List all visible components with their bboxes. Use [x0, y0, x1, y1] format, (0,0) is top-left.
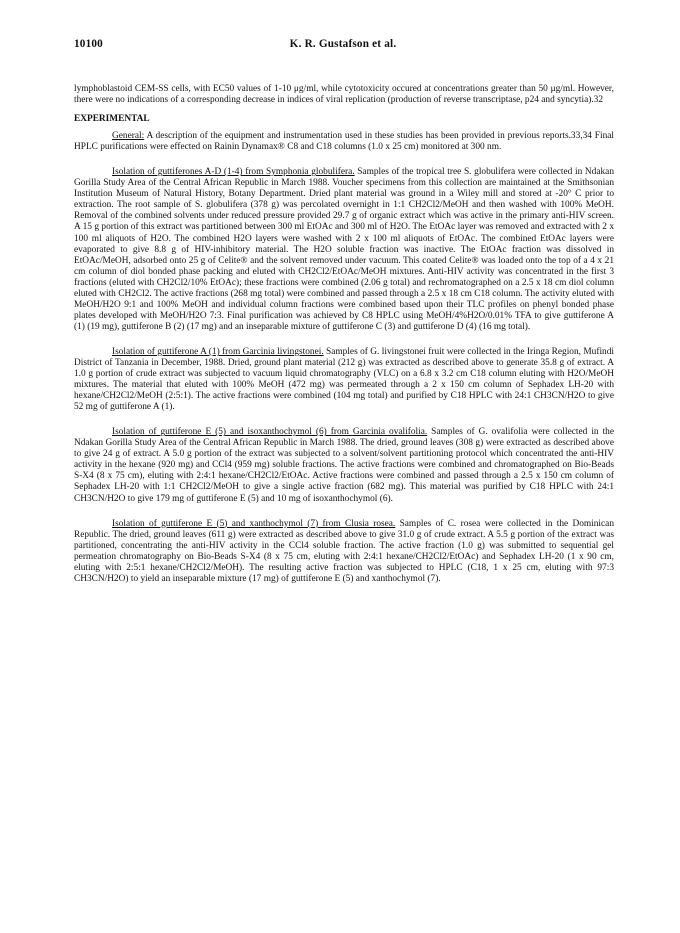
page-number: 10100 — [74, 38, 103, 50]
section-paragraph — [74, 519, 614, 585]
section-title: Isolation of guttiferone A (1) from Garcinia livingstonei. — [112, 346, 324, 357]
section-paragraph — [74, 427, 614, 504]
intro-paragraph: lymphoblastoid CEM-SS cells, with EC50 values of 1-10 μg/ml, while cytotoxicity occured at concentrations greater than 50 μg/ml. However, there were no indications of a corresponding decrease in indices of viral replication (production of reverse transcriptase, p24 and syncytia).32 — [74, 84, 614, 106]
section-text: Samples of the tropical tree S. globulifera were collected in Ndakan Gorilla Study Area of the Central African Republic in March 1988. Voucher specimens from this collection are maintained at the Smithsonian Institution Museum of Natural History, Botany Department. Dried plant material was ground in a Wiley mill and stored at -20° C prior to extraction. The root sample of S. globulifera (378 g) was percolated overnight in 1:1 CH2Cl2/MeOH and then washed with 100% MeOH. Removal of the combined solvents under reduced pressure provided 29.7 g of organic extract which was active in the primary anti-HIV screen. A 15 g portion of this extract was partitioned between 300 ml EtOAc and 300 ml of H2O. The EtOAc layer was removed and extracted with 2 x 100 ml aliquots of H2O. The combined H2O layers were washed with 2 x 100 ml aliquots of EtOAc. The combined EtOAc layers were evaporated to give 8.8 g of HIV-inhibitory material. The H2O soluble fraction was inactive. The EtOAc fraction was dissolved in EtOAc/MeOH, adsorbed onto 25 g of Celite® and the solvent removed under vacuum. This coated Celite® was loaded onto the top of a 4 x 21 cm column of diol bonded phase packing and eluted with CH2Cl2/EtOAc/MeOH mixtures. Anti-HIV activity was concentrated in the first 3 fractions (eluted with CH2Cl2/10% EtOAc); these fractions were combined (2.06 g total) and rechromatographed on a 2.5 x 18 cm diol column eluted with CH2Cl2. The active fractions (268 mg total) were combined and passed through a 2.5 x 18 cm C18 column. The activity eluted with MeOH/H2O 9:1 and 100% MeOH and individual column fractions were combined based upon their TLC profiles on phenyl bonded phase plates developed with MeOH/H2O 7:3. Final purification was achieved by C8 HPLC using MeOH/4%H2O/0.01% TFA to give guttiferone A (1) (19 mg), guttiferone B (2) (17 mg) and an inseparable mixture of guttiferone C (3) and guttiferone D (4) (16 mg total). — [74, 167, 614, 332]
article-body — [74, 84, 614, 599]
section-title: Isolation of guttiferones A-D (1-4) from Symphonia globulifera. — [112, 167, 355, 178]
section-text: Samples of G. livingstonei fruit were collected in the Iringa Region, Mufindi District of Tanzania in December, 1988. Dried, ground plant material (212 g) was extracted as described above to generate 35.8 g of extract. A 1.0 g portion of crude extract was subjected to vacuum liquid chromatography (VLC) on a 6.8 x 3.2 cm C18 column eluting with H2O/MeOH mixtures. The material that eluted with 100% MeOH (472 mg) was permeated through a 2 x 150 cm column of Sephadex LH-20 with hexane/CH2Cl2/MeOH (2:5:1). The active fractions were combined (104 mg total) and purified by C18 HPLC with 24:1 CH3CN/H2O to give 52 mg of guttiferone A (1). — [74, 346, 614, 413]
running-head: K. R. Gustafson et al. — [289, 38, 397, 50]
experimental-heading: EXPERIMENTAL — [74, 114, 150, 125]
section-paragraph — [74, 347, 614, 413]
general-paragraph — [74, 131, 614, 153]
section-title: Isolation of guttiferone E (5) and xanthochymol (7) from Clusia rosea. — [112, 518, 396, 529]
running-header — [74, 38, 612, 54]
general-text: A description of the equipment and instrumentation used in these studies has been provided in previous reports.33,34 Final HPLC purifications were effected on Rainin Dynamax® C8 and C18 columns (1.0 x 25 cm) monitored at 300 nm. — [74, 131, 614, 153]
section-text: Samples of G. ovalifolia were collected in the Ndakan Gorilla Study Area of the Central African Republic in March 1988. The dried, ground leaves (308 g) were extracted as described above to give 24 g of extract. A 5.0 g portion of the extract was subjected to a solvent/solvent partitioning protocol which concentrated the anti-HIV activity in the hexane (920 mg) and CCl4 (959 mg) soluble fractions. The active fractions were combined and chromatographed on Bio-Beads S-X4 (8 x 75 cm), eluting with 2:4:1 hexane/CH2Cl2/EtOAc. Active fractions were combined and passed through a 2.5 x 150 cm column of Sephadex LH-20 with 1:1 CH2Cl2/MeOH to give a single active fraction (682 mg). This material was purified by C18 HPLC with 24:1 CH3CN/H2O to give 179 mg of guttiferone E (5) and 10 mg of isoxanthochymol (6). — [74, 427, 614, 504]
general-label: General: — [112, 131, 145, 142]
section-paragraph — [74, 167, 614, 333]
section-text: Samples of C. rosea were collected in the Dominican Republic. The dried, ground leaves (611 g) were extracted as described above to give 31.0 g of crude extract. A 5.5 g portion of the extract was partitioned, concentrating the anti-HIV activity in the CCl4 soluble fraction. The active fraction (1.0 g) was submitted to sequential gel permeation chromatography on Bio-Beads S-X4 (8 x 75 cm, eluting with 2:4:1 hexane/CH2Cl2/EtOAc) and Sephadex LH-20 (1 x 90 cm, eluting with 2:5:1 hexane/CH2Cl2/MeOH). The resulting active fraction was subjected to HPLC (C18, 1 x 25 cm, eluting with 97:3 CH3CN/H2O) to yield an inseparable mixture (17 mg) of guttiferone E (5) and xanthochymol (7). — [74, 518, 614, 584]
section-title: Isolation of guttiferone E (5) and isoxanthochymol (6) from Garcinia ovalifolia. — [112, 427, 428, 438]
